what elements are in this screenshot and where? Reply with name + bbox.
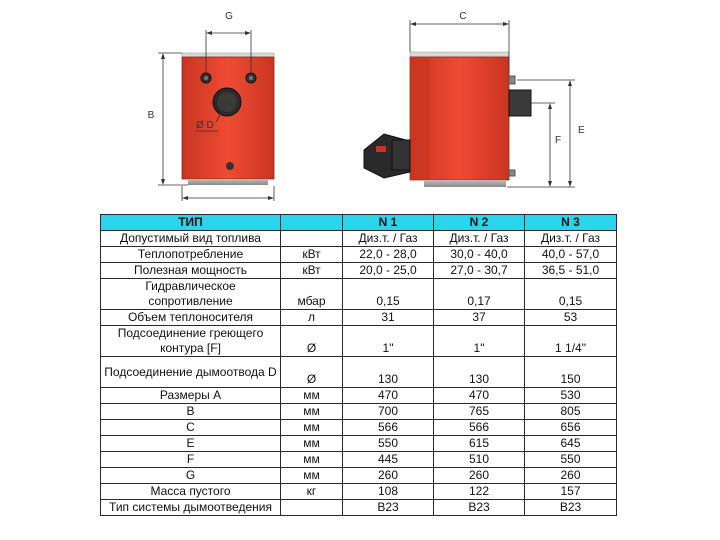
spec-table [100, 214, 617, 516]
dim-label-c: C [459, 11, 467, 22]
param-label: G [101, 468, 281, 484]
header-n2: N 2 [434, 215, 525, 231]
unit-cell: мм [281, 420, 343, 436]
value-n3: 550 [525, 452, 617, 468]
table-row [101, 436, 617, 452]
header-n1: N 1 [343, 215, 434, 231]
front-view [148, 11, 274, 201]
value-n3: 40,0 - 57,0 [525, 247, 617, 263]
unit-cell: кВт [281, 247, 343, 263]
table-row [101, 452, 617, 468]
burner [364, 134, 410, 178]
param-label: C [101, 420, 281, 436]
value-n2: 37 [434, 310, 525, 326]
value-n2: 130 [434, 357, 525, 388]
value-n2: 27,0 - 30,7 [434, 263, 525, 279]
value-n1: 1" [343, 326, 434, 357]
value-n3: 53 [525, 310, 617, 326]
table-row [101, 279, 617, 310]
header-n3: N 3 [525, 215, 617, 231]
value-n2: 0,17 [434, 279, 525, 310]
value-n3: B23 [525, 500, 617, 516]
value-n3: 805 [525, 404, 617, 420]
unit-cell: кг [281, 484, 343, 500]
value-n3: 36,5 - 51,0 [525, 263, 617, 279]
unit-cell: мбар [281, 279, 343, 310]
side-top-cap [410, 52, 509, 57]
param-label: F [101, 452, 281, 468]
unit-cell: мм [281, 452, 343, 468]
value-n1: 22,0 - 28,0 [343, 247, 434, 263]
unit-cell: мм [281, 468, 343, 484]
unit-cell: л [281, 310, 343, 326]
flue-pipe [509, 90, 531, 116]
value-n1: 470 [343, 388, 434, 404]
value-n1: 550 [343, 436, 434, 452]
value-n1: 130 [343, 357, 434, 388]
dim-label-b: B [147, 110, 155, 121]
unit-cell: мм [281, 436, 343, 452]
value-n1: 108 [343, 484, 434, 500]
value-n3: 157 [525, 484, 617, 500]
table-row [101, 310, 617, 326]
table-row [101, 326, 617, 357]
value-n2: 566 [434, 420, 525, 436]
side-door [410, 57, 430, 180]
value-n2: 260 [434, 468, 525, 484]
value-n2: B23 [434, 500, 525, 516]
table-row [101, 404, 617, 420]
value-n3: 645 [525, 436, 617, 452]
value-n3: 260 [525, 468, 617, 484]
side-base [424, 180, 506, 187]
value-n3: 530 [525, 388, 617, 404]
param-label: Гидравлическое сопротивление [101, 279, 281, 310]
drain-fitting [226, 162, 234, 170]
side-view [364, 11, 585, 187]
param-label: Тип системы дымоотведения [101, 500, 281, 516]
value-n3: Диз.т. / Газ [525, 231, 617, 247]
table-row [101, 231, 617, 247]
unit-cell: мм [281, 388, 343, 404]
value-n1: 0,15 [343, 279, 434, 310]
table-row [101, 357, 617, 388]
table-row [101, 263, 617, 279]
param-label: Подсоединение греющего контура [F] [101, 326, 281, 357]
value-n2: 1" [434, 326, 525, 357]
unit-cell [281, 500, 343, 516]
value-n1: 445 [343, 452, 434, 468]
front-body [182, 57, 274, 179]
unit-cell: кВт [281, 263, 343, 279]
value-n3: 1 1/4" [525, 326, 617, 357]
dim-label-e: E [578, 125, 585, 136]
value-n2: 30,0 - 40,0 [434, 247, 525, 263]
value-n2: Диз.т. / Газ [434, 231, 525, 247]
param-label: Размеры A [101, 388, 281, 404]
rear-fitting-top [509, 76, 515, 84]
spec-header-row [101, 215, 617, 231]
value-n2: 470 [434, 388, 525, 404]
value-n2: 122 [434, 484, 525, 500]
value-n2: 510 [434, 452, 525, 468]
value-n1: 20,0 - 25,0 [343, 263, 434, 279]
dim-label-d: Ø D [196, 120, 214, 131]
param-label: E [101, 436, 281, 452]
value-n1: 700 [343, 404, 434, 420]
value-n1: Диз.т. / Газ [343, 231, 434, 247]
param-label: Полезная мощность [101, 263, 281, 279]
header-unit [281, 215, 343, 231]
header-type: ТИП [101, 215, 281, 231]
unit-cell: Ø [281, 326, 343, 357]
value-n3: 0,15 [525, 279, 617, 310]
dim-label-f: F [555, 135, 562, 146]
rear-fitting-bottom [509, 170, 515, 176]
param-label: Допустимый вид топлива [101, 231, 281, 247]
front-base [188, 179, 268, 185]
value-n1: 260 [343, 468, 434, 484]
value-n1: B23 [343, 500, 434, 516]
value-n1: 31 [343, 310, 434, 326]
unit-cell: мм [281, 404, 343, 420]
param-label: Объем теплоносителя [101, 310, 281, 326]
table-row [101, 388, 617, 404]
value-n3: 150 [525, 357, 617, 388]
param-label: B [101, 404, 281, 420]
value-n2: 615 [434, 436, 525, 452]
table-row [101, 247, 617, 263]
table-row [101, 500, 617, 516]
table-row [101, 468, 617, 484]
table-row [101, 420, 617, 436]
dim-label-g: G [225, 11, 233, 22]
unit-cell: Ø [281, 357, 343, 388]
param-label: Теплопотребление [101, 247, 281, 263]
boiler-drawings [0, 0, 720, 214]
value-n3: 656 [525, 420, 617, 436]
table-row [101, 484, 617, 500]
param-label: Масса пустого [101, 484, 281, 500]
value-n2: 765 [434, 404, 525, 420]
unit-cell [281, 231, 343, 247]
value-n1: 566 [343, 420, 434, 436]
param-label: Подсоединение дымоотвода D [101, 357, 281, 388]
